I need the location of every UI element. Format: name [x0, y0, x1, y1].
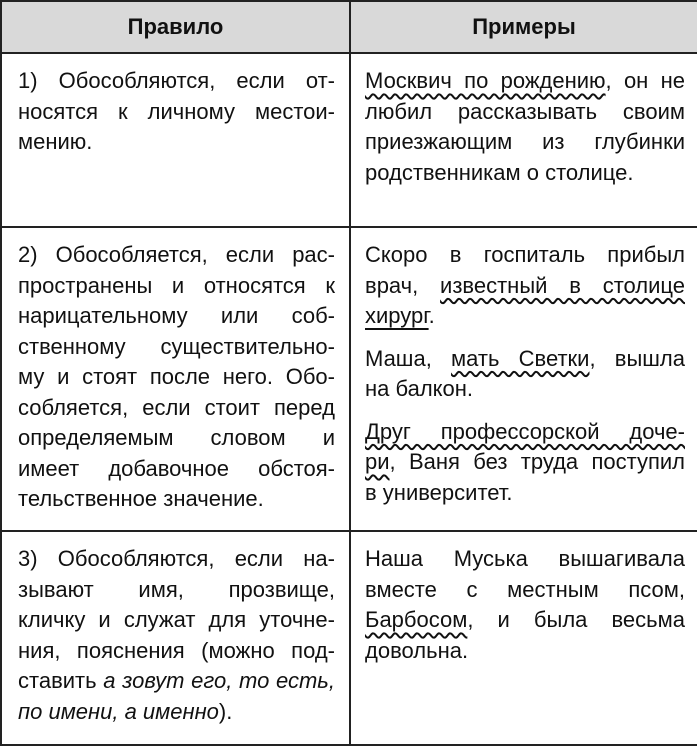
- example-line: довольна.: [365, 637, 469, 663]
- apposition-underlined: Барбосом: [365, 607, 468, 632]
- apposition-underlined: ри: [365, 449, 390, 474]
- header-examples: Примеры: [350, 1, 697, 53]
- apposition-underlined: известный в столице: [440, 272, 685, 298]
- rule-cell: [1, 531, 350, 745]
- example-text: .: [428, 303, 435, 328]
- rule-italic-words: а зовут его, то есть,: [103, 668, 335, 693]
- example-line: [365, 417, 685, 448]
- table-row: [1, 531, 697, 745]
- rule-line: му и стоят после него. Обо-: [18, 364, 335, 389]
- rule-line: пространены и относятся к: [18, 272, 335, 298]
- rule-italic-words: по имени, а именно: [18, 698, 219, 724]
- example-text: , он не: [605, 68, 685, 93]
- example-cell: [350, 53, 697, 227]
- rule-line: нарицательному или соб-: [18, 303, 335, 328]
- rule-text: ставить: [18, 668, 104, 693]
- example-line: Скоро в госпиталь прибыл: [365, 242, 685, 267]
- rule-line: кличку и служат для уточне-: [18, 607, 335, 632]
- example-paragraph: [365, 544, 685, 666]
- example-line: [365, 301, 685, 332]
- example-line: Наша Муська вышагивала: [365, 546, 685, 571]
- example-text: , вышла: [589, 345, 686, 371]
- rule-line: собляется, если стоит перед: [18, 394, 335, 420]
- rule-line: зывают имя, прозвище,: [18, 576, 335, 602]
- header-rule: Правило: [1, 1, 350, 53]
- example-paragraph: [365, 66, 685, 188]
- rule-line: ственному существительно-: [18, 333, 335, 359]
- rule-line: 2) Обособляется, если рас-: [18, 242, 335, 267]
- rule-line: мению.: [18, 129, 93, 154]
- example-line: любил рассказывать своим: [365, 98, 685, 124]
- rule-line: носятся к личному местои-: [18, 98, 335, 124]
- rule-line: тельственное значение.: [18, 486, 264, 511]
- example-line: в университет.: [365, 479, 513, 505]
- example-paragraph: [365, 344, 685, 405]
- example-text: , и была весьма: [467, 607, 685, 632]
- example-line: [365, 66, 685, 97]
- example-paragraph: [365, 417, 685, 509]
- example-line: [365, 605, 685, 636]
- apposition-underlined: Москвич по рождению: [365, 68, 606, 93]
- table-row: [1, 53, 697, 227]
- example-line: приезжающим из глубинки: [365, 129, 685, 154]
- example-line: вместе с местным псом,: [365, 576, 685, 602]
- rule-line: ния, пояснения (можно под-: [18, 637, 335, 663]
- rule-line: 1) Обособляются, если от-: [18, 68, 335, 93]
- example-paragraph: [365, 240, 685, 332]
- example-text: врач,: [365, 272, 441, 298]
- example-cell: [350, 227, 697, 531]
- rule-line: [18, 666, 335, 697]
- rule-line: [18, 697, 335, 728]
- header-row: [1, 1, 697, 53]
- example-cell: [350, 531, 697, 745]
- table-row: [1, 227, 697, 531]
- example-line: [365, 447, 685, 478]
- rule-cell: [1, 227, 350, 531]
- rule-text: ).: [218, 698, 233, 724]
- example-text: , Ваня без труда поступил: [389, 449, 685, 474]
- apposition-underlined: мать Светки: [451, 345, 590, 371]
- rule-line: 3) Обособляются, если на-: [18, 546, 335, 571]
- subject-underlined: хирург: [365, 303, 429, 328]
- rule-cell: [1, 53, 350, 227]
- rule-line: имеет добавочное обстоя-: [18, 455, 335, 481]
- rule-line: определяемым словом и: [18, 425, 335, 450]
- example-line: на балкон.: [365, 376, 474, 401]
- example-line: родственникам о столице.: [365, 159, 634, 185]
- example-line: [365, 271, 685, 302]
- apposition-underlined: Друг профессорской доче-: [365, 418, 685, 444]
- example-text: Маша,: [365, 345, 452, 371]
- example-line: [365, 344, 685, 375]
